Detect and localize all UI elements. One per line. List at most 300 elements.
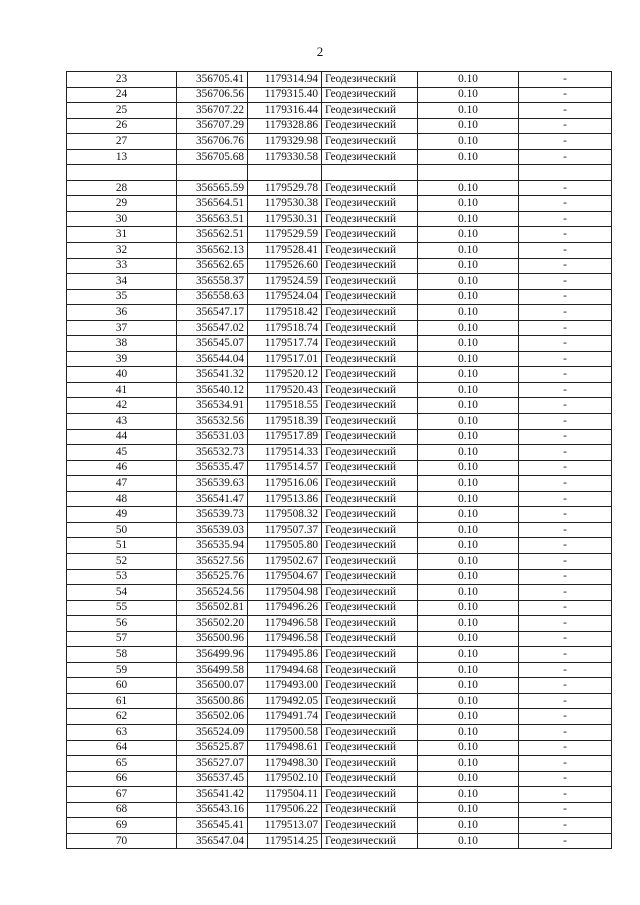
y-coordinate-cell: 1179496.58 (248, 616, 322, 632)
x-coordinate-cell: 356502.06 (177, 709, 248, 725)
description-cell: - (519, 802, 612, 818)
method-cell: Геодезический (322, 211, 418, 227)
y-coordinate-cell: 1179505.80 (248, 538, 322, 554)
description-cell: - (519, 87, 612, 103)
method-cell: Геодезический (322, 522, 418, 538)
precision-cell: 0.10 (418, 243, 519, 259)
table-row (67, 274, 612, 290)
description-cell: - (519, 724, 612, 740)
table-row (67, 553, 612, 569)
y-coordinate-cell: 1179529.78 (248, 180, 322, 196)
x-coordinate-cell: 356539.73 (177, 507, 248, 523)
point-number-cell: 46 (67, 460, 177, 476)
table-row (67, 180, 612, 196)
precision-cell: 0.10 (418, 460, 519, 476)
point-number-cell: 33 (67, 258, 177, 274)
point-number-cell: 67 (67, 787, 177, 803)
x-coordinate-cell: 356543.16 (177, 802, 248, 818)
method-cell: Геодезический (322, 771, 418, 787)
method-cell: Геодезический (322, 382, 418, 398)
point-number-cell: 70 (67, 833, 177, 849)
x-coordinate-cell: 356547.02 (177, 320, 248, 336)
precision-cell: 0.10 (418, 227, 519, 243)
description-cell: - (519, 445, 612, 461)
precision-cell: 0.10 (418, 72, 519, 88)
y-coordinate-cell: 1179516.06 (248, 476, 322, 492)
method-cell: Геодезический (322, 631, 418, 647)
x-coordinate-cell: 356502.20 (177, 616, 248, 632)
x-coordinate-cell: 356532.56 (177, 414, 248, 430)
x-coordinate-cell: 356547.17 (177, 305, 248, 321)
table-row (67, 289, 612, 305)
y-coordinate-cell (248, 165, 322, 181)
method-cell: Геодезический (322, 600, 418, 616)
table-row (67, 585, 612, 601)
precision-cell: 0.10 (418, 258, 519, 274)
coordinates-table (66, 71, 612, 849)
table-row (67, 227, 612, 243)
point-number-cell: 42 (67, 398, 177, 414)
table-row (67, 196, 612, 212)
point-number-cell: 27 (67, 134, 177, 150)
precision-cell: 0.10 (418, 678, 519, 694)
method-cell: Геодезический (322, 72, 418, 88)
table-row (67, 693, 612, 709)
precision-cell: 0.10 (418, 740, 519, 756)
point-number-cell: 59 (67, 662, 177, 678)
y-coordinate-cell: 1179506.22 (248, 802, 322, 818)
x-coordinate-cell: 356564.51 (177, 196, 248, 212)
y-coordinate-cell: 1179530.31 (248, 211, 322, 227)
description-cell: - (519, 351, 612, 367)
precision-cell: 0.10 (418, 724, 519, 740)
y-coordinate-cell: 1179504.98 (248, 585, 322, 601)
page-number: 2 (316, 44, 324, 59)
x-coordinate-cell: 356562.13 (177, 243, 248, 259)
y-coordinate-cell: 1179329.98 (248, 134, 322, 150)
x-coordinate-cell: 356539.63 (177, 476, 248, 492)
precision-cell: 0.10 (418, 522, 519, 538)
method-cell: Геодезический (322, 414, 418, 430)
table-row (67, 103, 612, 119)
y-coordinate-cell: 1179314.94 (248, 72, 322, 88)
y-coordinate-cell: 1179504.67 (248, 569, 322, 585)
table-row (67, 414, 612, 430)
description-cell: - (519, 227, 612, 243)
method-cell: Геодезический (322, 585, 418, 601)
precision-cell: 0.10 (418, 134, 519, 150)
point-number-cell: 47 (67, 476, 177, 492)
method-cell: Геодезический (322, 476, 418, 492)
method-cell: Геодезический (322, 196, 418, 212)
x-coordinate-cell: 356706.56 (177, 87, 248, 103)
point-number-cell: 38 (67, 336, 177, 352)
table-separator-row (67, 165, 612, 181)
method-cell: Геодезический (322, 134, 418, 150)
precision-cell: 0.10 (418, 289, 519, 305)
point-number-cell: 69 (67, 818, 177, 834)
precision-cell: 0.10 (418, 103, 519, 119)
y-coordinate-cell: 1179491.74 (248, 709, 322, 725)
table-row (67, 118, 612, 134)
point-number-cell: 65 (67, 756, 177, 772)
description-cell: - (519, 460, 612, 476)
method-cell: Геодезический (322, 460, 418, 476)
table-row (67, 647, 612, 663)
x-coordinate-cell: 356558.63 (177, 289, 248, 305)
description-cell: - (519, 709, 612, 725)
y-coordinate-cell: 1179529.59 (248, 227, 322, 243)
point-number-cell: 25 (67, 103, 177, 119)
method-cell: Геодезический (322, 662, 418, 678)
table-row (67, 382, 612, 398)
y-coordinate-cell: 1179504.11 (248, 787, 322, 803)
x-coordinate-cell: 356500.96 (177, 631, 248, 647)
description-cell: - (519, 833, 612, 849)
description-cell: - (519, 662, 612, 678)
precision-cell: 0.10 (418, 274, 519, 290)
table-row (67, 149, 612, 165)
table-row (67, 134, 612, 150)
description-cell: - (519, 756, 612, 772)
description-cell: - (519, 569, 612, 585)
y-coordinate-cell: 1179520.43 (248, 382, 322, 398)
precision-cell: 0.10 (418, 569, 519, 585)
table-row (67, 833, 612, 849)
table-row (67, 211, 612, 227)
point-number-cell: 34 (67, 274, 177, 290)
x-coordinate-cell: 356705.68 (177, 149, 248, 165)
y-coordinate-cell: 1179524.04 (248, 289, 322, 305)
table-row (67, 243, 612, 259)
description-cell: - (519, 289, 612, 305)
y-coordinate-cell: 1179518.39 (248, 414, 322, 430)
description-cell: - (519, 367, 612, 383)
method-cell: Геодезический (322, 569, 418, 585)
method-cell: Геодезический (322, 180, 418, 196)
precision-cell: 0.10 (418, 585, 519, 601)
method-cell: Геодезический (322, 305, 418, 321)
description-cell: - (519, 211, 612, 227)
table-row (67, 507, 612, 523)
y-coordinate-cell: 1179530.38 (248, 196, 322, 212)
method-cell: Геодезический (322, 118, 418, 134)
description-cell: - (519, 616, 612, 632)
point-number-cell: 37 (67, 320, 177, 336)
table-row (67, 336, 612, 352)
x-coordinate-cell: 356524.56 (177, 585, 248, 601)
method-cell: Геодезический (322, 507, 418, 523)
x-coordinate-cell: 356537.45 (177, 771, 248, 787)
point-number-cell: 13 (67, 149, 177, 165)
point-number-cell: 30 (67, 211, 177, 227)
method-cell: Геодезический (322, 367, 418, 383)
point-number-cell: 45 (67, 445, 177, 461)
precision-cell: 0.10 (418, 616, 519, 632)
x-coordinate-cell: 356558.37 (177, 274, 248, 290)
x-coordinate-cell: 356500.86 (177, 693, 248, 709)
method-cell: Геодезический (322, 802, 418, 818)
description-cell: - (519, 305, 612, 321)
point-number-cell: 48 (67, 491, 177, 507)
description-cell: - (519, 72, 612, 88)
x-coordinate-cell: 356531.03 (177, 429, 248, 445)
point-number-cell: 52 (67, 553, 177, 569)
point-number-cell: 58 (67, 647, 177, 663)
y-coordinate-cell: 1179524.59 (248, 274, 322, 290)
method-cell: Геодезический (322, 289, 418, 305)
method-cell: Геодезический (322, 693, 418, 709)
precision-cell: 0.10 (418, 382, 519, 398)
table-row (67, 320, 612, 336)
method-cell: Геодезический (322, 818, 418, 834)
x-coordinate-cell: 356706.76 (177, 134, 248, 150)
point-number-cell: 31 (67, 227, 177, 243)
y-coordinate-cell: 1179328.86 (248, 118, 322, 134)
precision-cell: 0.10 (418, 320, 519, 336)
table-row (67, 709, 612, 725)
y-coordinate-cell: 1179513.86 (248, 491, 322, 507)
description-cell (519, 165, 612, 181)
x-coordinate-cell: 356539.03 (177, 522, 248, 538)
method-cell: Геодезический (322, 724, 418, 740)
table-row (67, 538, 612, 554)
description-cell: - (519, 243, 612, 259)
precision-cell: 0.10 (418, 196, 519, 212)
precision-cell: 0.10 (418, 507, 519, 523)
description-cell: - (519, 600, 612, 616)
x-coordinate-cell: 356525.76 (177, 569, 248, 585)
precision-cell: 0.10 (418, 118, 519, 134)
point-number-cell: 49 (67, 507, 177, 523)
table-row (67, 522, 612, 538)
description-cell: - (519, 631, 612, 647)
x-coordinate-cell: 356500.07 (177, 678, 248, 694)
point-number-cell: 60 (67, 678, 177, 694)
table-row (67, 476, 612, 492)
table-row (67, 491, 612, 507)
x-coordinate-cell: 356525.87 (177, 740, 248, 756)
method-cell: Геодезический (322, 103, 418, 119)
x-coordinate-cell: 356540.12 (177, 382, 248, 398)
point-number-cell: 50 (67, 522, 177, 538)
x-coordinate-cell: 356527.56 (177, 553, 248, 569)
y-coordinate-cell: 1179520.12 (248, 367, 322, 383)
table-row (67, 756, 612, 772)
point-number-cell: 51 (67, 538, 177, 554)
y-coordinate-cell: 1179517.74 (248, 336, 322, 352)
description-cell: - (519, 180, 612, 196)
y-coordinate-cell: 1179500.58 (248, 724, 322, 740)
y-coordinate-cell: 1179330.58 (248, 149, 322, 165)
precision-cell: 0.10 (418, 445, 519, 461)
y-coordinate-cell: 1179517.01 (248, 351, 322, 367)
table-row (67, 616, 612, 632)
x-coordinate-cell: 356541.32 (177, 367, 248, 383)
y-coordinate-cell: 1179513.07 (248, 818, 322, 834)
precision-cell: 0.10 (418, 693, 519, 709)
x-coordinate-cell: 356502.81 (177, 600, 248, 616)
method-cell: Геодезический (322, 274, 418, 290)
method-cell: Геодезический (322, 553, 418, 569)
point-number-cell: 40 (67, 367, 177, 383)
table-row (67, 72, 612, 88)
method-cell: Геодезический (322, 336, 418, 352)
description-cell: - (519, 429, 612, 445)
description-cell: - (519, 491, 612, 507)
point-number-cell: 26 (67, 118, 177, 134)
x-coordinate-cell: 356499.96 (177, 647, 248, 663)
method-cell: Геодезический (322, 756, 418, 772)
method-cell (322, 165, 418, 181)
y-coordinate-cell: 1179514.25 (248, 833, 322, 849)
precision-cell: 0.10 (418, 647, 519, 663)
y-coordinate-cell: 1179528.41 (248, 243, 322, 259)
method-cell: Геодезический (322, 87, 418, 103)
x-coordinate-cell: 356705.41 (177, 72, 248, 88)
table-row (67, 569, 612, 585)
method-cell: Геодезический (322, 351, 418, 367)
point-number-cell: 43 (67, 414, 177, 430)
y-coordinate-cell: 1179494.68 (248, 662, 322, 678)
y-coordinate-cell: 1179498.61 (248, 740, 322, 756)
x-coordinate-cell: 356524.09 (177, 724, 248, 740)
table-row (67, 429, 612, 445)
y-coordinate-cell: 1179492.05 (248, 693, 322, 709)
point-number-cell: 39 (67, 351, 177, 367)
point-number-cell: 62 (67, 709, 177, 725)
table-row (67, 662, 612, 678)
description-cell: - (519, 414, 612, 430)
point-number-cell: 56 (67, 616, 177, 632)
table-row (67, 787, 612, 803)
table-row (67, 600, 612, 616)
table-row (67, 740, 612, 756)
y-coordinate-cell: 1179507.37 (248, 522, 322, 538)
precision-cell: 0.10 (418, 414, 519, 430)
description-cell: - (519, 149, 612, 165)
point-number-cell: 64 (67, 740, 177, 756)
x-coordinate-cell: 356562.65 (177, 258, 248, 274)
precision-cell: 0.10 (418, 802, 519, 818)
y-coordinate-cell: 1179514.57 (248, 460, 322, 476)
point-number-cell: 44 (67, 429, 177, 445)
table-row (67, 771, 612, 787)
x-coordinate-cell: 356532.73 (177, 445, 248, 461)
x-coordinate-cell: 356545.07 (177, 336, 248, 352)
y-coordinate-cell: 1179514.33 (248, 445, 322, 461)
y-coordinate-cell: 1179508.32 (248, 507, 322, 523)
description-cell: - (519, 118, 612, 134)
precision-cell: 0.10 (418, 429, 519, 445)
description-cell: - (519, 320, 612, 336)
description-cell: - (519, 818, 612, 834)
precision-cell: 0.10 (418, 87, 519, 103)
point-number-cell: 66 (67, 771, 177, 787)
description-cell: - (519, 103, 612, 119)
point-number-cell: 41 (67, 382, 177, 398)
point-number-cell: 24 (67, 87, 177, 103)
x-coordinate-cell: 356565.59 (177, 180, 248, 196)
precision-cell: 0.10 (418, 398, 519, 414)
point-number-cell: 61 (67, 693, 177, 709)
table-row (67, 724, 612, 740)
description-cell: - (519, 258, 612, 274)
method-cell: Геодезический (322, 243, 418, 259)
precision-cell: 0.10 (418, 538, 519, 554)
description-cell: - (519, 740, 612, 756)
y-coordinate-cell: 1179496.58 (248, 631, 322, 647)
description-cell: - (519, 398, 612, 414)
point-number-cell (67, 165, 177, 181)
table-row (67, 631, 612, 647)
x-coordinate-cell: 356527.07 (177, 756, 248, 772)
x-coordinate-cell: 356545.41 (177, 818, 248, 834)
description-cell: - (519, 476, 612, 492)
point-number-cell: 35 (67, 289, 177, 305)
point-number-cell: 29 (67, 196, 177, 212)
precision-cell: 0.10 (418, 709, 519, 725)
description-cell: - (519, 553, 612, 569)
method-cell: Геодезический (322, 258, 418, 274)
description-cell: - (519, 647, 612, 663)
precision-cell: 0.10 (418, 631, 519, 647)
precision-cell: 0.10 (418, 211, 519, 227)
point-number-cell: 23 (67, 72, 177, 88)
point-number-cell: 57 (67, 631, 177, 647)
precision-cell: 0.10 (418, 756, 519, 772)
method-cell: Геодезический (322, 491, 418, 507)
method-cell: Геодезический (322, 709, 418, 725)
point-number-cell: 63 (67, 724, 177, 740)
precision-cell: 0.10 (418, 818, 519, 834)
x-coordinate-cell: 356535.47 (177, 460, 248, 476)
y-coordinate-cell: 1179316.44 (248, 103, 322, 119)
table-row (67, 460, 612, 476)
x-coordinate-cell: 356541.42 (177, 787, 248, 803)
description-cell: - (519, 134, 612, 150)
precision-cell: 0.10 (418, 336, 519, 352)
x-coordinate-cell: 356563.51 (177, 211, 248, 227)
method-cell: Геодезический (322, 833, 418, 849)
x-coordinate-cell: 356707.29 (177, 118, 248, 134)
point-number-cell: 68 (67, 802, 177, 818)
x-coordinate-cell: 356544.04 (177, 351, 248, 367)
y-coordinate-cell: 1179495.86 (248, 647, 322, 663)
method-cell: Геодезический (322, 787, 418, 803)
table-row (67, 351, 612, 367)
method-cell: Геодезический (322, 227, 418, 243)
method-cell: Геодезический (322, 429, 418, 445)
precision-cell: 0.10 (418, 662, 519, 678)
point-number-cell: 53 (67, 569, 177, 585)
description-cell: - (519, 507, 612, 523)
x-coordinate-cell: 356535.94 (177, 538, 248, 554)
table-row (67, 802, 612, 818)
description-cell: - (519, 522, 612, 538)
description-cell: - (519, 538, 612, 554)
method-cell: Геодезический (322, 647, 418, 663)
y-coordinate-cell: 1179518.74 (248, 320, 322, 336)
precision-cell: 0.10 (418, 180, 519, 196)
precision-cell (418, 165, 519, 181)
description-cell: - (519, 274, 612, 290)
description-cell: - (519, 382, 612, 398)
method-cell: Геодезический (322, 320, 418, 336)
description-cell: - (519, 771, 612, 787)
y-coordinate-cell: 1179518.55 (248, 398, 322, 414)
y-coordinate-cell: 1179502.67 (248, 553, 322, 569)
